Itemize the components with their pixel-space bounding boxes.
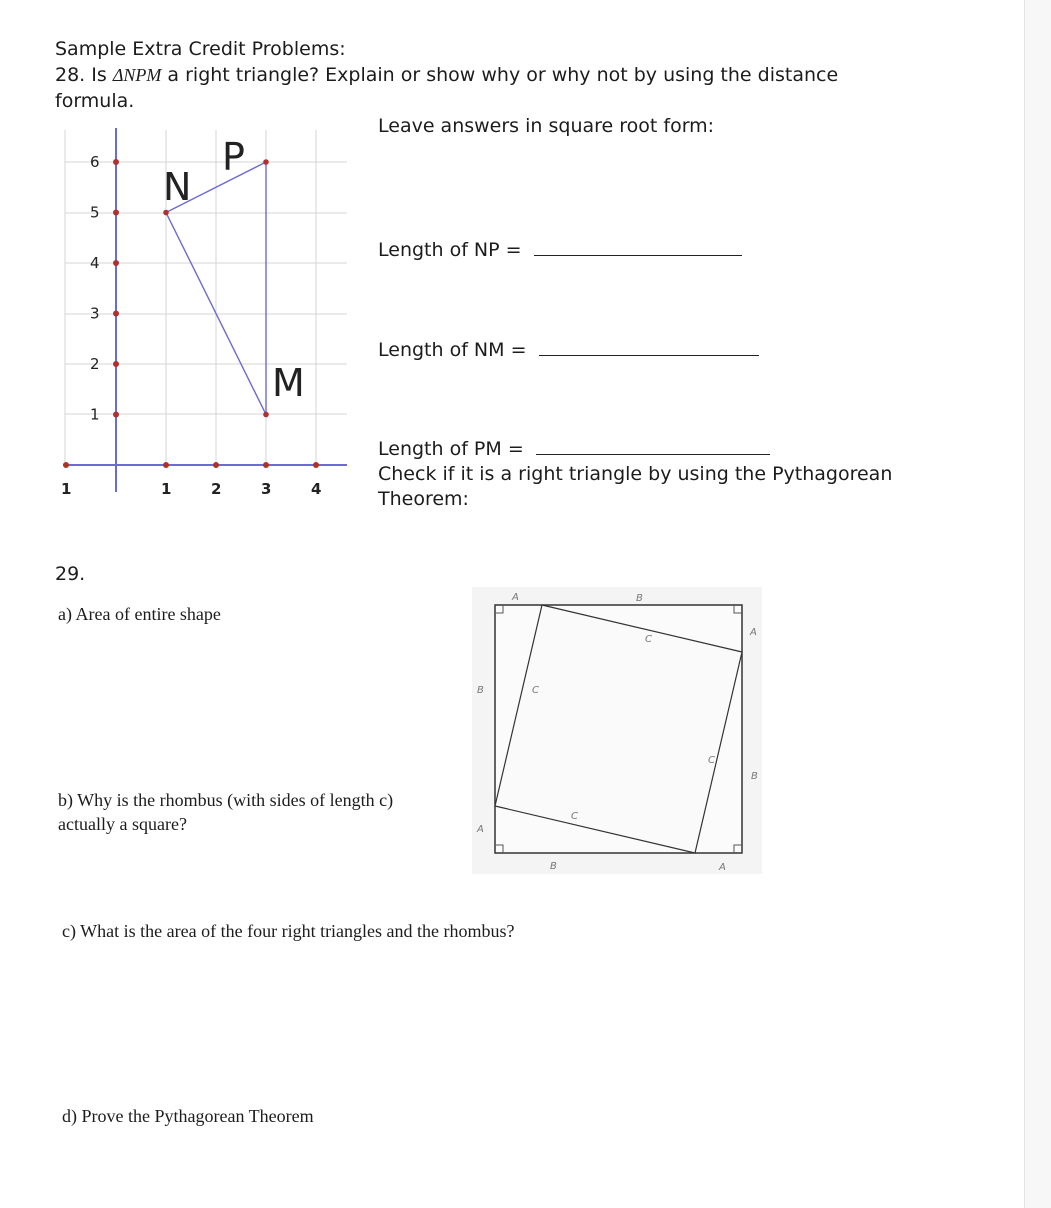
- label-top-b: B: [636, 593, 643, 604]
- vertex-label-p: P: [222, 135, 245, 179]
- x-axis-tick-labels: [61, 480, 321, 498]
- scrollbar-gutter[interactable]: [1024, 0, 1051, 1208]
- question-29-number: 29.: [55, 563, 86, 585]
- y-tick-label: 5: [90, 203, 100, 222]
- page-title: Sample Extra Credit Problems:: [55, 38, 346, 60]
- question-28-line-2: formula.: [55, 90, 135, 112]
- part-b-line-2: actually a square?: [58, 814, 187, 834]
- y-tick-dot: [113, 260, 119, 266]
- label-bottom-a: A: [719, 862, 726, 873]
- pythagorean-square-figure: [472, 587, 762, 874]
- part-b-line-1: b) Why is the rhombus (with sides of length c): [58, 790, 394, 810]
- graph-grid: [65, 130, 347, 465]
- x-tick-label: 2: [211, 480, 222, 498]
- x-tick-label: 3: [261, 480, 272, 498]
- coordinate-graph: [55, 120, 355, 520]
- y-tick-label: 1: [90, 405, 100, 424]
- instruction-text: Leave answers in square root form:: [378, 115, 715, 137]
- label-bottom-b: B: [550, 861, 557, 872]
- y-tick-label: 2: [90, 355, 100, 373]
- x-tick-dot: [313, 462, 319, 468]
- y-tick-dot: [113, 361, 119, 367]
- label-hyp-top: C: [645, 634, 652, 645]
- y-tick-label: 6: [90, 153, 100, 171]
- part-d-text: d) Prove the Pythagorean Theorem: [62, 1106, 314, 1126]
- y-tick-dot: [113, 159, 119, 165]
- y-tick-label: 4: [90, 254, 100, 272]
- y-tick-dot: [113, 412, 119, 418]
- y-tick-label: 3: [90, 304, 100, 323]
- vertex-label-n: N: [163, 165, 192, 209]
- question-28-post: a right triangle? Explain or show why or why not by using the distance: [161, 64, 839, 86]
- pm-length-label: Length of PM =: [378, 438, 524, 460]
- vertex-n-dot: [163, 210, 169, 216]
- label-right-a: A: [750, 627, 757, 638]
- nm-answer-blank[interactable]: [539, 341, 759, 356]
- x-tick-label: 4: [311, 480, 322, 498]
- x-tick-dot: [263, 462, 269, 468]
- question-28-pre: Is: [91, 64, 113, 86]
- y-tick-dot: [113, 210, 119, 216]
- label-left-b: B: [477, 685, 484, 696]
- triangle-symbol: ΔNPM: [112, 65, 162, 85]
- vertex-p-dot: [263, 159, 269, 165]
- label-right-b: B: [751, 771, 758, 782]
- pm-length-row: [378, 438, 770, 460]
- np-length-label: Length of NP =: [378, 239, 522, 261]
- nm-length-label: Length of NM =: [378, 339, 527, 361]
- check-pythagorean-line-1: Check if it is a right triangle by using the Pythagorean: [378, 463, 893, 485]
- x-tick-dot: [213, 462, 219, 468]
- label-hyp-left: C: [532, 685, 539, 696]
- question-28-number: 28.: [55, 64, 86, 86]
- y-axis-tick-labels: [90, 153, 100, 424]
- label-top-a: A: [512, 592, 519, 603]
- vertex-label-m: M: [272, 361, 305, 405]
- label-hyp-right: C: [708, 755, 715, 766]
- label-hyp-bottom: C: [571, 811, 578, 822]
- np-length-row: [378, 239, 742, 261]
- part-c-text: c) What is the area of the four right triangles and the rhombus?: [62, 921, 515, 941]
- np-answer-blank[interactable]: [534, 241, 742, 256]
- x-tick-dot: [163, 462, 169, 468]
- x-tick-label: 1: [161, 480, 172, 498]
- label-left-a: A: [477, 824, 484, 835]
- question-28-line-1: [55, 64, 838, 86]
- x-tick-label: 1: [61, 480, 72, 498]
- pm-answer-blank[interactable]: [536, 440, 770, 455]
- check-pythagorean-line-2: Theorem:: [378, 488, 469, 510]
- nm-length-row: [378, 339, 759, 361]
- x-tick-dot: [63, 462, 69, 468]
- vertex-m-dot: [263, 412, 269, 418]
- y-tick-dot: [113, 311, 119, 317]
- part-a-text: a) Area of entire shape: [58, 604, 221, 624]
